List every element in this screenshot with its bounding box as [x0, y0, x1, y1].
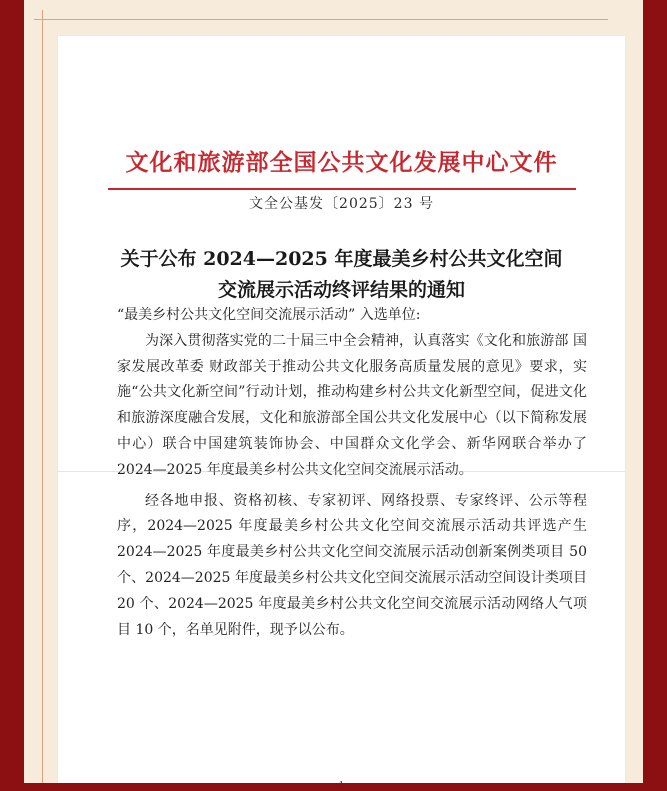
red-separator-rule: [108, 188, 576, 190]
document-body: [117, 303, 587, 643]
salutation: “最美乡村公共文化空间交流展示活动” 入选单位:: [117, 307, 421, 323]
notice-title-line1: 关于公布 2024—2025 年度最美乡村公共文化空间: [120, 248, 563, 270]
document-number: 文全公基发〔2025〕23 号: [249, 196, 434, 212]
frame-decor-line-vertical: [42, 10, 43, 783]
frame-decor-line-horizontal: [34, 19, 608, 20]
scan-artifact-line: [58, 471, 625, 472]
paragraph-1: 为深入贯彻落实党的二十届三中全会精神，认真落实《文化和旅游部 国家发展改革委 财政部关于推动公共文化服务高质量发展的意见》要求，实施“公共文化新空间”行动计划，推动构建乡村公共文化新型空间，促进文化和旅游深度融合发展，文化和旅游部全国公共文化发展中心（以下简称发展中心）联合中国建筑装饰协会、中国群众文化学会、新华网联合举办了 2024—2025 年度最美乡村公共文化空间交流展示活动。: [117, 332, 587, 478]
paragraph-2: 经各地申报、资格初核、专家初评、网络投票、专家终评、公示等程序，2024—2025 年度最美乡村公共文化空间交流展示活动共评选产生 2024—2025 年度最美乡村公共文化空间交流展示活动创新案例类项目 50 个、2024—2025 年度最美乡村公共文化空间交流展示活动空间设计类项目 20 个、2024—2025 年度最美乡村公共文化空间交流展示活动网络人气项目 10 个，名单见附件，现予以公布。: [117, 492, 587, 638]
notice-title-line2: 交流展示活动终评结果的通知: [217, 279, 465, 301]
notice-title: [58, 244, 625, 306]
issuer-header: 文化和旅游部全国公共文化发展中心文件: [125, 149, 558, 176]
page-number: 1: [338, 781, 345, 791]
